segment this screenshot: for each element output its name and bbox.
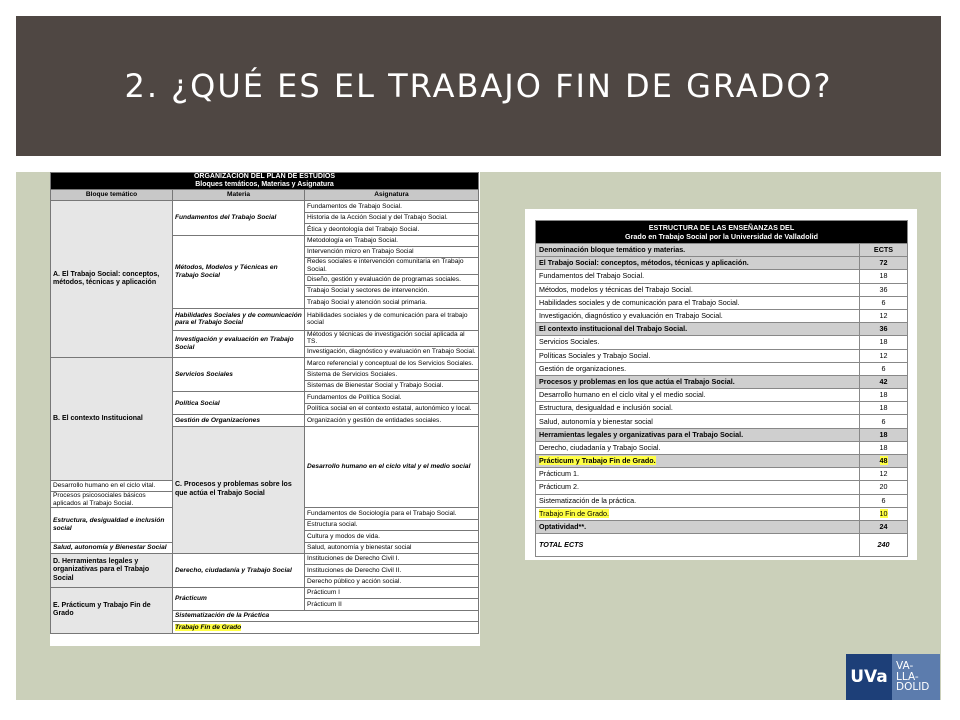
slide-title: 2. ¿QUÉ ES EL TRABAJO FIN DE GRADO? [124, 67, 833, 105]
practicum-tfg-value-highlight: 48 [879, 456, 888, 466]
header-label: Denominación bloque temático y materias. [536, 244, 860, 257]
tfg-value-highlight: 10 [879, 508, 888, 518]
asignatura-cell: Organización y gestión de entidades sociales. [305, 415, 479, 426]
row-label: Investigación, diagnóstico y evaluación en Trabajo Social. [536, 309, 860, 322]
asignatura-cell: Fundamentos de Política Social. [305, 392, 479, 403]
materia-cell: Métodos, Modelos y Técnicas en Trabajo Social [173, 235, 305, 308]
row-value: 42 [860, 375, 908, 388]
col-bloque-header: Bloque temático [51, 190, 173, 201]
asignatura-cell: Trabajo Social y sectores de intervención. [305, 285, 479, 296]
asignatura-cell: Investigación, diagnóstico y evaluación en Trabajo Social. [305, 346, 479, 357]
asignatura-cell: Sistemas de Bienestar Social y Trabajo Social. [305, 381, 479, 392]
asignatura-cell: Trabajo Social y atención social primaria. [305, 297, 479, 308]
materia-cell: Fundamentos del Trabajo Social [173, 201, 305, 235]
row-value: 18 [860, 336, 908, 349]
asignatura-cell: Métodos y técnicas de investigación social aplicada al TS. [305, 330, 479, 346]
materia-cell: Servicios Sociales [173, 358, 305, 392]
row-value: 12 [860, 468, 908, 481]
col-asignatura-header: Asignatura [305, 190, 479, 201]
asignatura-cell: Diseño, gestión y evaluación de programas sociales. [305, 274, 479, 285]
row-value: 12 [860, 349, 908, 362]
row-label: Derecho, ciudadanía y Trabajo Social. [536, 441, 860, 454]
row-value: 24 [860, 520, 908, 533]
row-value: 6 [860, 415, 908, 428]
asignatura-cell: Política social en el contexto estatal, autonómico y local. [305, 403, 479, 414]
asignatura-cell: Desarrollo humano en el ciclo vital. [51, 480, 173, 491]
row-label: El contexto institucional del Trabajo Social. [536, 323, 860, 336]
row-label: Salud, autonomía y bienestar social [536, 415, 860, 428]
materia-cell: Política Social [173, 392, 305, 415]
materia-cell: Desarrollo humano en el ciclo vital y el medio social [305, 426, 479, 508]
row-label: Herramientas legales y organizativas para el Trabajo Social. [536, 428, 860, 441]
asignatura-cell: Historia de la Acción Social y del Trabajo Social. [305, 212, 479, 223]
total-label: TOTAL ECTS [536, 534, 860, 557]
asignatura-cell: Procesos psicosociales básicos aplicados al Trabajo Social. [51, 492, 173, 508]
header-ects: ECTS [860, 244, 908, 257]
row-label: Prácticum 1. [536, 468, 860, 481]
plan-title [51, 173, 479, 190]
asignatura-cell: Estructura social. [305, 519, 479, 530]
row-label: Desarrollo humano en el ciclo vital y el medio social. [536, 389, 860, 402]
estructura-ects-table [525, 209, 917, 560]
bloque-cell: A. El Trabajo Social: conceptos, métodos, técnicas y aplicación [51, 201, 173, 358]
title-bar [16, 16, 941, 156]
asignatura-cell: Instituciones de Derecho Civil I. [305, 553, 479, 564]
row-value-highlighted [860, 455, 908, 468]
plan-estudios-table [50, 172, 480, 646]
logo-line3: DOLID [896, 681, 930, 694]
row-value: 36 [860, 283, 908, 296]
row-label: Procesos y problemas en los que actúa el Trabajo Social. [536, 375, 860, 388]
bloque-cell: E. Prácticum y Trabajo Fin de Grado [51, 588, 173, 634]
estructura-title [536, 221, 908, 244]
asignatura-cell: Fundamentos de Sociología para el Trabajo Social. [305, 508, 479, 519]
uva-logo [846, 654, 940, 700]
row-label-highlighted [536, 507, 860, 520]
row-value-highlighted [860, 507, 908, 520]
row-value: 6 [860, 362, 908, 375]
materia-cell: Sistematización de la Práctica [173, 610, 479, 621]
row-value: 18 [860, 402, 908, 415]
row-value: 18 [860, 270, 908, 283]
materia-cell-highlighted [173, 622, 479, 633]
bloque-cell: B. El contexto Institucional [51, 358, 173, 481]
materia-cell: Derecho, ciudadanía y Trabajo Social [173, 553, 305, 587]
row-value: 12 [860, 309, 908, 322]
row-label: Habilidades sociales y de comunicación para el Trabajo Social. [536, 296, 860, 309]
row-value: 72 [860, 257, 908, 270]
row-label: El Trabajo Social: conceptos, métodos, técnicas y aplicación. [536, 257, 860, 270]
asignatura-cell: Salud, autonomía y bienestar social [305, 542, 479, 553]
materia-cell: Gestión de Organizaciones [173, 415, 305, 426]
row-value: 18 [860, 389, 908, 402]
asignatura-cell: Derecho público y acción social. [305, 576, 479, 587]
asignatura-cell: Cultura y modos de vida. [305, 531, 479, 542]
asignatura-cell: Prácticum II [305, 599, 479, 610]
row-label: Sistematización de la práctica. [536, 494, 860, 507]
uva-logo-mark: UVa [846, 654, 892, 700]
materia-cell: Prácticum [173, 588, 305, 611]
plan-title-line2: Bloques temáticos, Materias y Asignatura [195, 181, 334, 188]
asignatura-cell: Intervención micro en Trabajo Social [305, 246, 479, 257]
row-label: Gestión de organizaciones. [536, 362, 860, 375]
row-label: Políticas Sociales y Trabajo Social. [536, 349, 860, 362]
row-value: 6 [860, 494, 908, 507]
asignatura-cell: Fundamentos de Trabajo Social. [305, 201, 479, 212]
materia-cell: Habilidades Sociales y de comunicación para el Trabajo Social [173, 308, 305, 330]
materia-cell: Salud, autonomía y Bienestar Social [51, 542, 173, 553]
asignatura-cell: Redes sociales e intervención comunitaria en Trabajo Social. [305, 258, 479, 274]
total-value: 240 [860, 534, 908, 557]
asignatura-cell: Prácticum I [305, 588, 479, 599]
asignatura-cell: Sistema de Servicios Sociales. [305, 369, 479, 380]
asignatura-cell: Instituciones de Derecho Civil II. [305, 565, 479, 576]
row-label: Fundamentos del Trabajo Social. [536, 270, 860, 283]
asignatura-cell: Metodología en Trabajo Social. [305, 235, 479, 246]
uva-logo-wordmark [892, 654, 940, 700]
bloque-cell: D. Herramientas legales y organizativas para el Trabajo Social [51, 553, 173, 587]
row-label: Servicios Sociales. [536, 336, 860, 349]
estructura-title-line2: Grado en Trabajo Social por la Universidad de Valladolid [625, 232, 818, 241]
row-label: Estructura, desigualdad e inclusión social. [536, 402, 860, 415]
materia-cell: Investigación y evaluación en Trabajo Social [173, 330, 305, 358]
asignatura-cell: Habilidades sociales y de comunicación para el trabajo social [305, 308, 479, 330]
estructura-title-line1: ESTRUCTURA DE LAS ENSEÑANZAS DEL [648, 223, 795, 232]
row-value: 18 [860, 428, 908, 441]
row-value: 36 [860, 323, 908, 336]
bloque-cell: C. Procesos y problemas sobre los que actúa el Trabajo Social [173, 426, 305, 553]
row-value: 18 [860, 441, 908, 454]
practicum-tfg-highlight: Prácticum y Trabajo Fin de Grado. [539, 456, 656, 466]
row-label: Métodos, modelos y técnicas del Trabajo Social. [536, 283, 860, 296]
row-label: Prácticum 2. [536, 481, 860, 494]
row-label: Optatividad**. [536, 520, 860, 533]
logo-line1: VA- [896, 660, 914, 673]
tfg-highlight: Trabajo Fin de Grado [175, 623, 242, 631]
col-materia-header: Materia [173, 190, 305, 201]
row-value: 6 [860, 296, 908, 309]
logo-line2: LLA- [896, 670, 919, 683]
row-value: 20 [860, 481, 908, 494]
plan-title-line1: ORGANIZACIÓN DEL PLAN DE ESTUDIOS [193, 173, 336, 180]
materia-cell: Estructura, desigualdad e inclusión social [51, 508, 173, 542]
row-label-highlighted [536, 455, 860, 468]
asignatura-cell: Ética y deontología del Trabajo Social. [305, 224, 479, 235]
tfg-row-highlight: Trabajo Fin de Grado. [539, 508, 610, 518]
asignatura-cell: Marco referencial y conceptual de los Servicios Sociales. [305, 358, 479, 369]
